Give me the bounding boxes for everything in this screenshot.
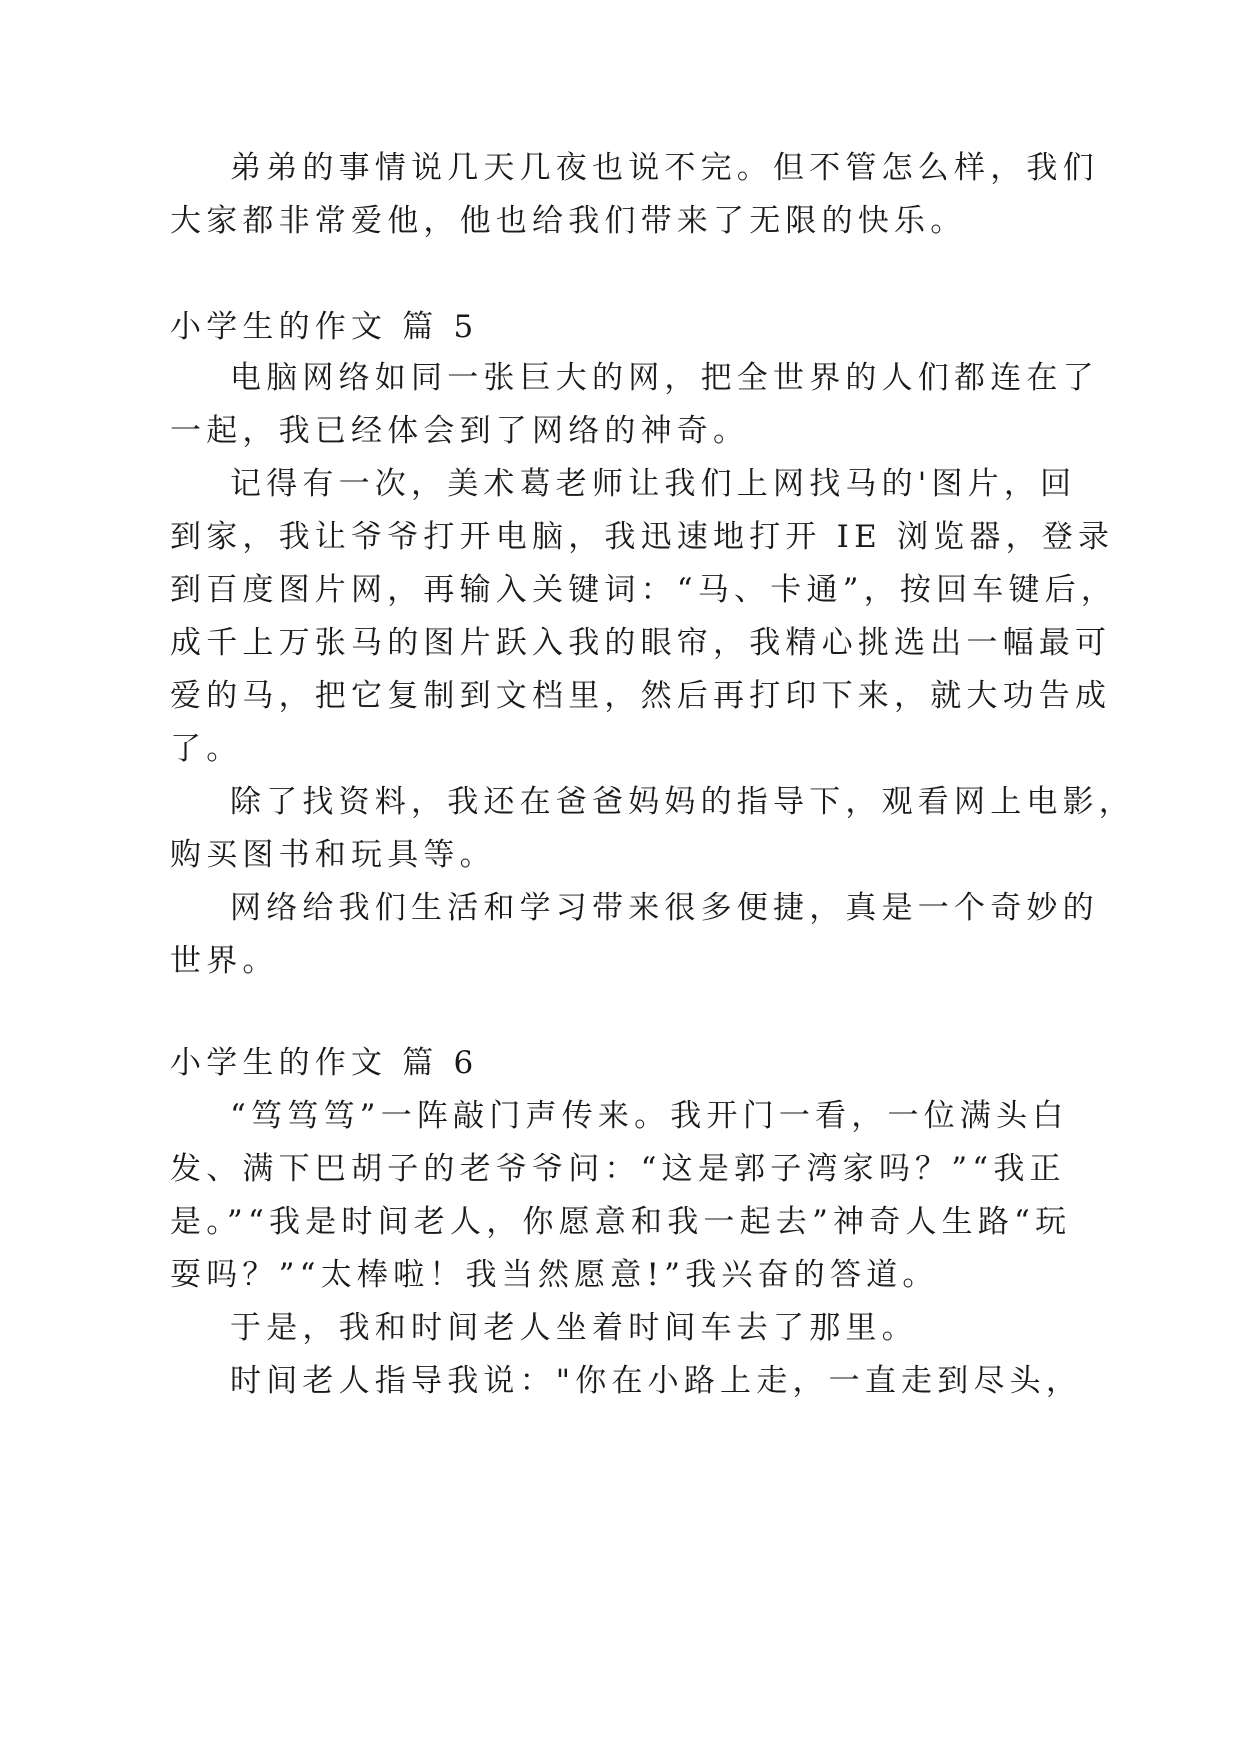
paragraph-line: 记得有一次，美术葛老师让我们上网找马的'图片，回 — [230, 466, 1077, 502]
paragraph-line: 电脑网络如同一张巨大的网，把全世界的人们都连在了 — [230, 360, 1099, 396]
paragraph-line: 耍吗？”“太棒啦！我当然愿意!”我兴奋的答道。 — [170, 1257, 939, 1293]
paragraph-line: 世界。 — [170, 943, 279, 979]
paragraph-line: 爱的马，把它复制到文档里，然后再打印下来，就大功告成 — [170, 678, 1112, 714]
paragraph-line: 时间老人指导我说："你在小路上走，一直走到尽头， — [230, 1363, 1083, 1399]
paragraph-line: 购买图书和玩具等。 — [170, 837, 496, 873]
paragraph-line: “笃笃笃”一阵敲门声传来。我开门一看，一位满头白 — [230, 1098, 1069, 1134]
section-heading: 小学生的作文 篇 6 — [170, 1045, 479, 1081]
paragraph-line: 到百度图片网，再输入关键词：“马、卡通”，按回车键后， — [170, 572, 1118, 608]
paragraph-line: 弟弟的事情说几天几夜也说不完。但不管怎么样，我们 — [230, 150, 1099, 186]
section-heading: 小学生的作文 篇 5 — [170, 309, 479, 345]
paragraph-line: 大家都非常爱他，他也给我们带来了无限的快乐。 — [170, 203, 967, 239]
paragraph-line: 到家，我让爷爷打开电脑，我迅速地打开 IE 浏览器，登录 — [170, 519, 1115, 555]
paragraph-line: 除了找资料，我还在爸爸妈妈的指导下，观看网上电影， — [230, 784, 1135, 820]
paragraph-line: 于是，我和时间老人坐着时间车去了那里。 — [230, 1310, 918, 1346]
paragraph-line: 了。 — [170, 731, 243, 767]
paragraph-line: 成千上万张马的图片跃入我的眼帘，我精心挑选出一幅最可 — [170, 625, 1112, 661]
paragraph-line: 一起，我已经体会到了网络的神奇。 — [170, 413, 750, 449]
paragraph-line: 发、满下巴胡子的老爷爷问：“这是郭子湾家吗？”“我正 — [170, 1151, 1066, 1187]
paragraph-line: 是。”“我是时间老人，你愿意和我一起去”神奇人生路“玩 — [170, 1204, 1072, 1240]
paragraph-line: 网络给我们生活和学习带来很多便捷，真是一个奇妙的 — [230, 890, 1099, 926]
